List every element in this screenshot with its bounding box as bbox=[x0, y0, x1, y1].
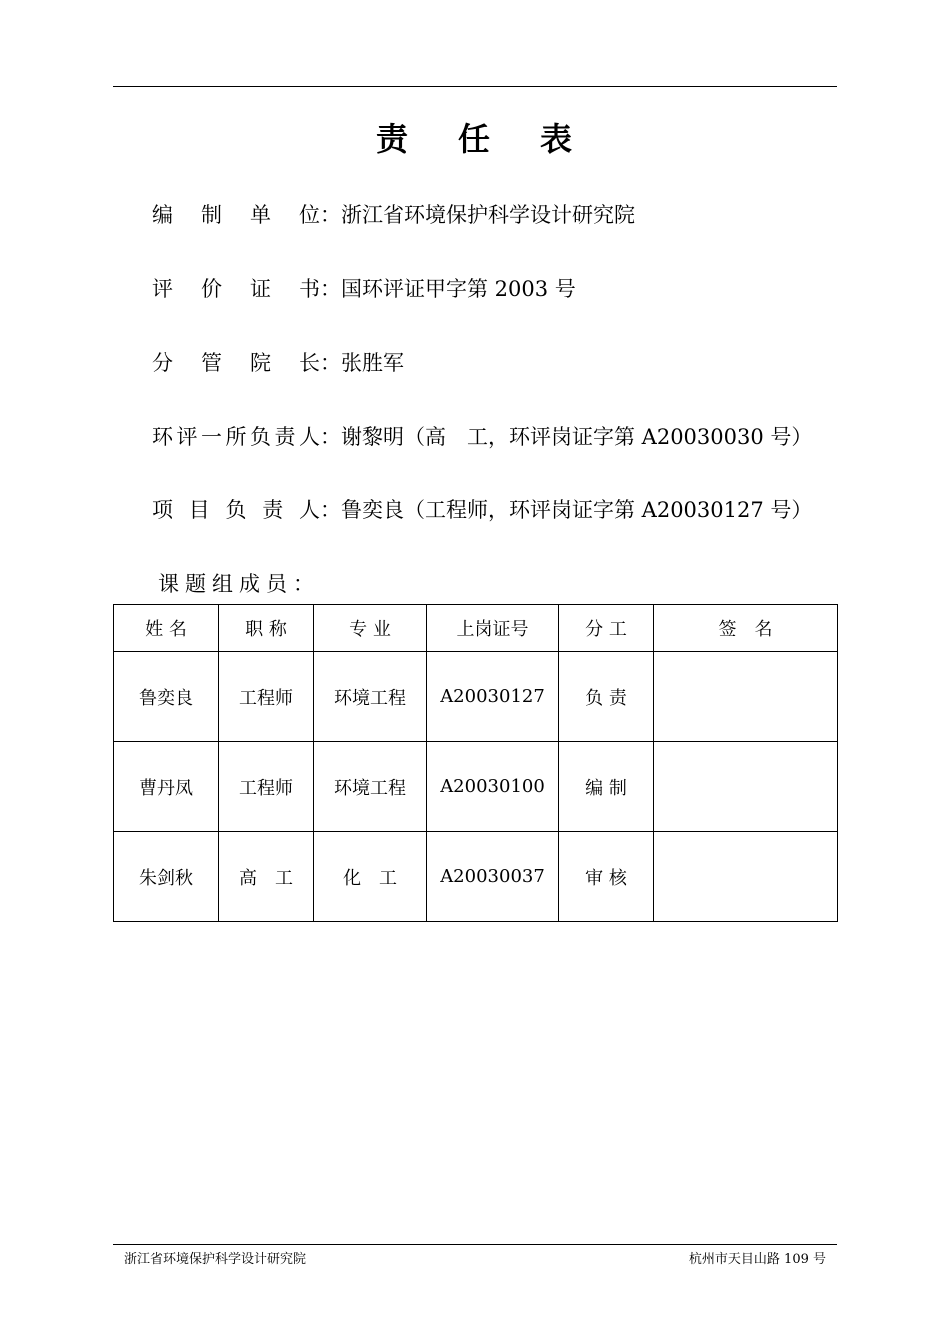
table-header-row bbox=[114, 605, 838, 652]
label-char: 项 bbox=[152, 498, 173, 522]
members-label: 课题组成员： bbox=[158, 572, 320, 596]
cell-license: A20030037 bbox=[427, 832, 559, 922]
header-major: 专 业 bbox=[314, 605, 427, 652]
cell-major: 环境工程 bbox=[314, 652, 427, 742]
title-char: 责 bbox=[375, 120, 410, 158]
label-char: 责 bbox=[274, 425, 296, 449]
cell-major: 环境工程 bbox=[314, 742, 427, 832]
cell-title: 高 工 bbox=[219, 832, 314, 922]
cell-title: 工程师 bbox=[219, 652, 314, 742]
info-certificate bbox=[152, 276, 576, 302]
header-role: 分 工 bbox=[559, 605, 654, 652]
cell-name: 朱剑秋 bbox=[114, 832, 219, 922]
label-char: 编 bbox=[152, 203, 173, 227]
label-char: 一 bbox=[201, 425, 222, 449]
footer-address: 杭州市天目山路 109 号 bbox=[688, 1252, 826, 1267]
colon: ： bbox=[320, 351, 341, 375]
label-char: 评 bbox=[176, 425, 198, 449]
header-signature: 签 名 bbox=[654, 605, 838, 652]
title-char: 表 bbox=[540, 120, 575, 158]
label-char: 评 bbox=[152, 277, 173, 301]
cell-name: 鲁奕良 bbox=[114, 652, 219, 742]
label-char: 管 bbox=[201, 351, 222, 375]
label-char: 证 bbox=[250, 277, 271, 301]
label-char: 负 bbox=[225, 498, 247, 522]
info-value: 浙江省环境保护科学设计研究院 bbox=[341, 203, 635, 227]
label-char: 位 bbox=[299, 203, 320, 227]
info-value: 国环评证甲字第 2003 号 bbox=[341, 277, 576, 301]
info-compiling-unit bbox=[152, 202, 635, 228]
info-label bbox=[152, 424, 320, 450]
cell-license: A20030127 bbox=[427, 652, 559, 742]
header-name: 姓 名 bbox=[114, 605, 219, 652]
label-char: 所 bbox=[225, 425, 247, 449]
footer-rule bbox=[113, 1244, 837, 1245]
label-char: 单 bbox=[250, 203, 271, 227]
footer-organization: 浙江省环境保护科学设计研究院 bbox=[124, 1252, 307, 1267]
info-value: 谢黎明（高 工，环评岗证字第 A20030030 号） bbox=[341, 425, 813, 449]
header-title: 职 称 bbox=[219, 605, 314, 652]
label-char: 负 bbox=[250, 425, 271, 449]
info-value: 鲁奕良（工程师，环评岗证字第 A20030127 号） bbox=[341, 498, 813, 522]
info-supervising-director bbox=[152, 350, 404, 376]
header-license: 上岗证号 bbox=[427, 605, 559, 652]
title-char: 任 bbox=[457, 120, 492, 158]
table-row bbox=[114, 742, 838, 832]
label-char: 人 bbox=[299, 498, 320, 522]
cell-signature bbox=[654, 652, 838, 742]
cell-major: 化 工 bbox=[314, 832, 427, 922]
info-value: 张胜军 bbox=[341, 351, 404, 375]
info-label bbox=[152, 350, 320, 376]
label-char: 价 bbox=[201, 277, 222, 301]
info-project-lead bbox=[152, 497, 812, 523]
page-title bbox=[0, 114, 950, 160]
label-char: 环 bbox=[152, 425, 173, 449]
cell-license: A20030100 bbox=[427, 742, 559, 832]
cell-signature bbox=[654, 742, 838, 832]
label-char: 院 bbox=[250, 351, 271, 375]
header-rule bbox=[113, 86, 837, 87]
cell-title: 工程师 bbox=[219, 742, 314, 832]
label-char: 书 bbox=[299, 277, 320, 301]
label-char: 责 bbox=[262, 498, 284, 522]
colon: ： bbox=[320, 425, 341, 449]
colon: ： bbox=[320, 277, 341, 301]
label-char: 长 bbox=[299, 351, 320, 375]
colon: ： bbox=[320, 498, 341, 522]
info-label bbox=[152, 276, 320, 302]
label-char: 目 bbox=[188, 498, 210, 522]
colon: ： bbox=[320, 203, 341, 227]
label-char: 分 bbox=[152, 351, 173, 375]
cell-signature bbox=[654, 832, 838, 922]
cell-role: 审 核 bbox=[559, 832, 654, 922]
cell-role: 编 制 bbox=[559, 742, 654, 832]
info-label bbox=[152, 202, 320, 228]
info-label bbox=[152, 497, 320, 523]
table-row bbox=[114, 832, 838, 922]
label-char: 人 bbox=[299, 425, 320, 449]
table-row bbox=[114, 652, 838, 742]
label-char: 制 bbox=[201, 203, 222, 227]
info-office-head bbox=[152, 424, 812, 450]
cell-role: 负 责 bbox=[559, 652, 654, 742]
members-table bbox=[113, 604, 838, 922]
cell-name: 曹丹凤 bbox=[114, 742, 219, 832]
